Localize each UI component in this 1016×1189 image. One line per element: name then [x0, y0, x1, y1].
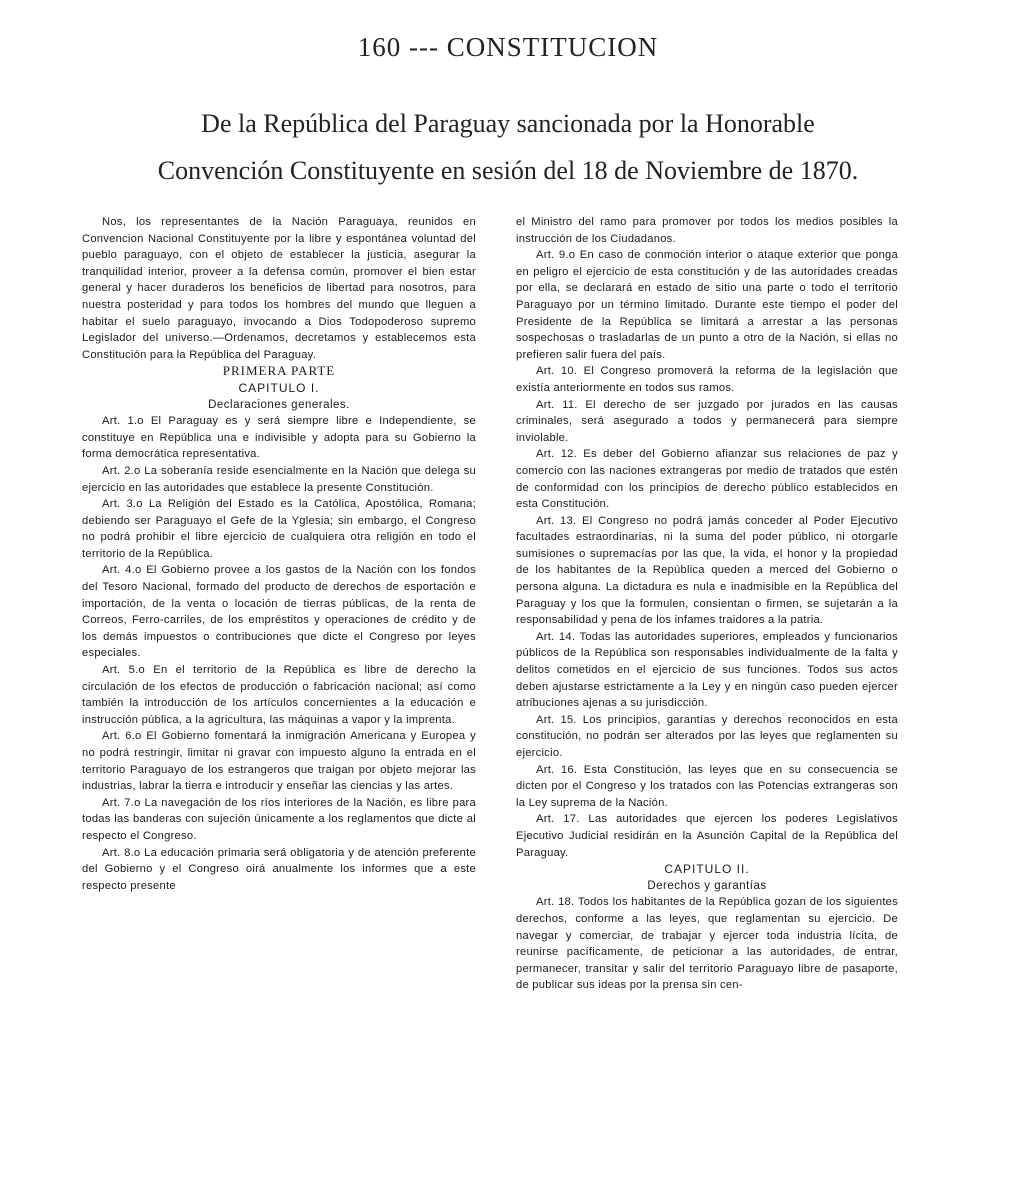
chapter-subtitle: Declaraciones generales. [208, 398, 350, 411]
preamble: Nos, los representantes de la Nación Paraguaya, reunidos en Convencion Nacional Constituyente por la libre y espontánea voluntad del pueblo paraguayo, con el objeto de establecer la justicia, asegurar la tranquilidad interior, proveer a la defensa común, promover el bien estar general y hacer duraderos los beneficios de libertad para nosotros, para nuestra posteridad y para todos los hombres del mundo que lleguen a habitar el suelo paraguayo, invocando a Dios Todopoderoso supremo Legislador del universo.—Ordenamos, decretamos y establecemos esta Constitución para la República del Paraguay. [82, 216, 476, 361]
left-column [82, 214, 476, 894]
article-18: Art. 18. Todos los habitantes de la República gozan de los siguientes derechos, conforme a las leyes, que reglamentan su ejercicio. De navegar y comerciar, de trabajar y ejercer toda industria lícita, de reunirse pacíficamente, de peticionar a las autoridades, de entrar, permanecer, transitar y salir del territorio Paraguayo libre de pasaporte, de publicar sus ideas por la prensa sin cen- [516, 896, 898, 992]
article-7: Art. 7.o La navegación de los ríos interiores de la Nación, es libre para todas las banderas con sujeción únicamente a los reglamentos que dicte al respecto el Congreso. [82, 796, 476, 842]
article-17: Art. 17. Las autoridades que ejercen los poderes Legislativos Ejecutivo Judicial residirán en la Asunción Capital de la República del Paraguay. [516, 813, 898, 859]
article-2: Art. 2.o La soberanía reside esencialmente en la Nación que delega su ejercicio en las autoridades que establece la presente Constitución. [82, 464, 476, 494]
chapter-2-heading: CAPITULO II. [664, 862, 750, 877]
chapter-heading: CAPITULO I. [238, 380, 320, 395]
article-14: Art. 14. Todas las autoridades superiores, empleados y funcionarios públicos de la República son responsables individualmente de la falta y delitos cometidos en el ejercicio de sus funciones. Todos sus actos deben ajustarse estrictamente a la Ley y en ningún caso pueden ejercer atribuciones ajenas a su jurisdicción. [516, 630, 898, 710]
running-header: 160 --- CONSTITUCION [357, 32, 659, 62]
article-8-continued: el Ministro del ramo para promover por todos los medios posibles la instrucción de los Ciudadanos. [516, 216, 898, 245]
article-6: Art. 6.o El Gobierno fomentará la inmigración Americana y Europea y no podrá restringir, limitar ni gravar con impuesto alguno la entrada en el territorio Paraguayo de los estrangeros que traigan por objeto mejorar las industrias, labrar la tierra e introducir y enseñar las ciencias y las artes. [82, 730, 476, 793]
part-heading: PRIMERA PARTE [222, 363, 336, 379]
article-1: Art. 1.o El Paraguay es y será siempre libre e Independiente, se constituye en República una e indivisible y adopta para su Gobierno la forma democrática representativa. [82, 415, 476, 461]
article-11: Art. 11. El derecho de ser juzgado por jurados en las causas criminales, será asegurado a todos y permanecerá para siempre inviolable. [516, 398, 898, 444]
article-13: Art. 13. El Congreso no podrá jamás conceder al Poder Ejecutivo facultades estraordinarias, ni la suma del poder público, ni otorgarle sumisiones o supremacías por las que, la vida, el honor y la propiedad de los habitantes de la República queden a merced del Gobierno o persona alguna. La dictadura es nula e inadmisible en la República del Paraguay y los que la formulen, consientan o firmen, se sujetarán a la responsabilidad y pena de los infames traidores a la patria. [516, 514, 898, 627]
chapter-2-subtitle: Derechos y garantías [647, 879, 767, 892]
article-15: Art. 15. Los principios, garantías y derechos reconocidos en esta constitución, no podrán ser alterados por las leyes que reglamenten su ejercicio. [516, 713, 898, 759]
article-5: Art. 5.o En el territorio de la República es libre de derecho la circulación de los efectos de producción o fabricación nacional; así como también la introducción de los artículos concernientes a la educación e instrucción pública, a la agricultura, las máquinas a vapor y la imprenta. [82, 664, 476, 726]
article-8: Art. 8.o La educación primaria será obligatoria y de atención preferente del Gobierno y el Congreso oirá anualmente los informes que a este respecto presente [82, 846, 476, 892]
article-4: Art. 4.o El Gobierno provee a los gastos de la Nación con los fondos del Tesoro Nacional, formado del producto de derechos de esportación e importación, de la venta o locación de tierras públicas, de la renta de Correos, Ferro-carriles, de los empréstitos y operaciones de crédito y de los demás impuestos o contribuciones que dicte el Congreso por leyes especiales. [82, 564, 476, 660]
article-10: Art. 10. El Congreso promoverá la reforma de la legislación que existía anteriormente en todos sus ramos. [516, 365, 898, 394]
title-line-2: Convención Constituyente en sesión del 18 de Noviembre de 1870. [157, 156, 859, 185]
article-9: Art. 9.o En caso de conmoción interior o ataque exterior que ponga en peligro el ejercicio de esta constitución y de las autoridades creadas por ella, se declarará en estado de sitio una parte o todo el territorio Paraguayo por un término limitado. Durante este tiempo el poder del Presidente de la República se limitará a arrestar a las personas sospechosas o trasladarlas de un punto a otro de la Nación, si ellas no prefieren salir fuera del país. [516, 249, 898, 361]
title-line-1: De la República del Paraguay sancionada por la Honorable [201, 109, 815, 138]
document-title [40, 100, 976, 194]
article-16: Art. 16. Esta Constitución, las leyes que en su consecuencia se dicten por el Congreso y los tratados con las Potencias extrangeras son la Ley suprema de la Nación. [516, 763, 898, 809]
article-12: Art. 12. Es deber del Gobierno afianzar sus relaciones de paz y comercio con las naciones extrangeras por medio de tratados que estén de conformidad con los principios de derecho público establecidos en esta Constitución. [516, 448, 898, 511]
right-column [516, 214, 898, 994]
article-3: Art. 3.o La Religión del Estado es la Católica, Apostólica, Romana; debiendo ser Paraguayo el Gefe de la Yglesia; sin embargo, el Congreso no podrá prohibir el libre ejercicio de cualquiera otra religión en todo el territorio de la República. [82, 498, 476, 560]
